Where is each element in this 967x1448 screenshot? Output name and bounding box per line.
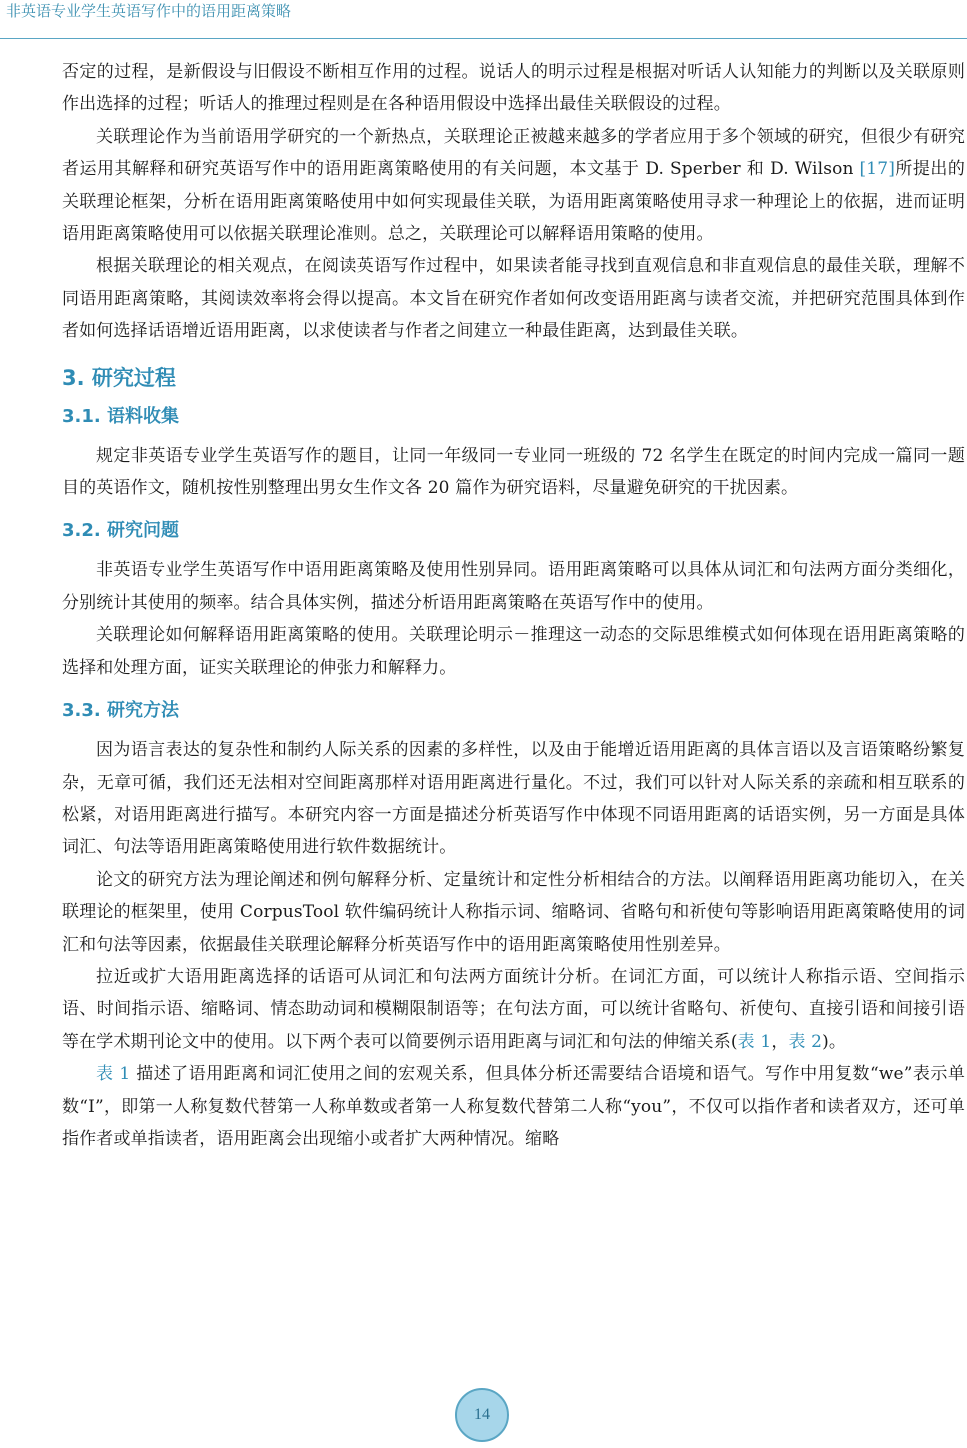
paragraph [62,1058,965,1155]
separator: ， [771,1031,789,1052]
paragraph-text: 关联理论作为当前语用学研究的一个新热点，关联理论正被越来越多的学者应用于多个领域的研究，但很少有研究者运用其解释和研究英语写作中的语用距离策略使用的有关问题，本文基于 D. Sperber 和 D. Wilson [62,126,965,180]
paragraph [62,121,965,251]
paragraph-text: 所提出的关联理论框架，分析在语用距离策略使用中如何实现最佳关联，为语用距离策略使用寻求一种理论上的依据，进而证明语用距离策略使用可以依据关联理论准则。总之，关联理论可以解释语用策略的使用。 [62,159,965,245]
paragraph-text: )。 [822,1031,847,1052]
paragraph: 关联理论如何解释语用距离策略的使用。关联理论明示－推理这一动态的交际思维模式如何体现在语用距离策略的选择和处理方面，证实关联理论的伸张力和解释力。 [62,625,965,678]
paragraph: 根据关联理论的相关观点，在阅读英语写作过程中，如果读者能寻找到直观信息和非直观信息的最佳关联，理解不同语用距离策略，其阅读效率将会得以提高。本文旨在研究作者如何改变语用距离与读者交流，并把研究范围具体到作者如何选择话语增近语用距离，以求使读者与作者之间建立一种最佳距离，达到最佳关联。 [62,256,965,342]
table-1-link[interactable]: 表 1 [737,1031,772,1052]
page-number: 14 [455,1388,509,1442]
paragraph [62,961,965,1058]
subsection-heading: 3.2. 研究问题 [62,520,179,542]
citation-link[interactable]: [17] [859,159,895,180]
table-2-link[interactable]: 表 2 [788,1031,823,1052]
paragraph: 因为语言表达的复杂性和制约人际关系的因素的多样性，以及由于能增近语用距离的具体言语以及言语策略纷繁复杂，无章可循，我们还无法相对空间距离那样对语用距离进行量化。不过，我们可以针对人际关系的亲疏和相互联系的松紧，对语用距离进行描写。本研究内容一方面是描述分析英语写作中体现不同语用距离的话语实例，另一方面是具体词汇、句法等语用距离策略使用进行软件数据统计。 [62,740,965,858]
running-title: 非英语专业学生英语写作中的语用距离策略 [6,2,292,20]
section-heading: 3. 研究过程 [62,365,176,390]
subsection-heading: 3.3. 研究方法 [62,700,179,722]
paragraph: 规定非英语专业学生英语写作的题目，让同一年级同一专业同一班级的 72 名学生在既定的时间内完成一篇同一题目的英语作文，随机按性别整理出男女生作文各 20 篇作为研究语料，尽量避免研究的干扰因素。 [62,445,965,499]
paragraph: 否定的过程，是新假设与旧假设不断相互作用的过程。说话人的明示过程是根据对听话人认知能力的判断以及关联原则作出选择的过程；听话人的推理过程则是在各种语用假设中选择出最佳关联假设的过程。 [62,62,965,115]
paragraph: 非英语专业学生英语写作中语用距离策略及使用性别异同。语用距离策略可以具体从词汇和句法两方面分类细化，分别统计其使用的频率。结合具体实例，描述分析语用距离策略在英语写作中的使用。 [62,560,965,613]
table-1-link[interactable]: 表 1 [96,1064,131,1085]
header-rule [0,38,967,39]
paragraph: 论文的研究方法为理论阐述和例句解释分析、定量统计和定性分析相结合的方法。以阐释语用距离功能切入，在关联理论的框架里，使用 CorpusTool 软件编码统计人称指示词、缩略词、省略句和祈使句等影响语用距离策略使用的词汇和句法等因素，依据最佳关联理论解释分析英语写作中的语用距离策略使用性别差异。 [62,869,965,955]
paragraph-text: 拉近或扩大语用距离选择的话语可从词汇和句法两方面统计分析。在词汇方面，可以统计人称指示语、空间指示语、时间指示语、缩略词、情态助动词和模糊限制语等；在句法方面，可以统计省略句、祈使句、直接引语和间接引语等在学术期刊论文中的使用。以下两个表可以简要例示语用距离与词汇和句法的伸缩关系( [62,966,965,1052]
body-text [62,56,965,1155]
paragraph-text: 描述了语用距离和词汇使用之间的宏观关系，但具体分析还需要结合语境和语气。写作中用复数“we”表示单数“I”，即第一人称复数代替第一人称单数或者第一人称复数代替第二人称“you”，不仅可以指作者和读者双方，还可单指作者或单指读者，语用距离会出现缩小或者扩大两种情况。缩略 [62,1064,965,1149]
subsection-heading: 3.1. 语料收集 [62,405,179,427]
